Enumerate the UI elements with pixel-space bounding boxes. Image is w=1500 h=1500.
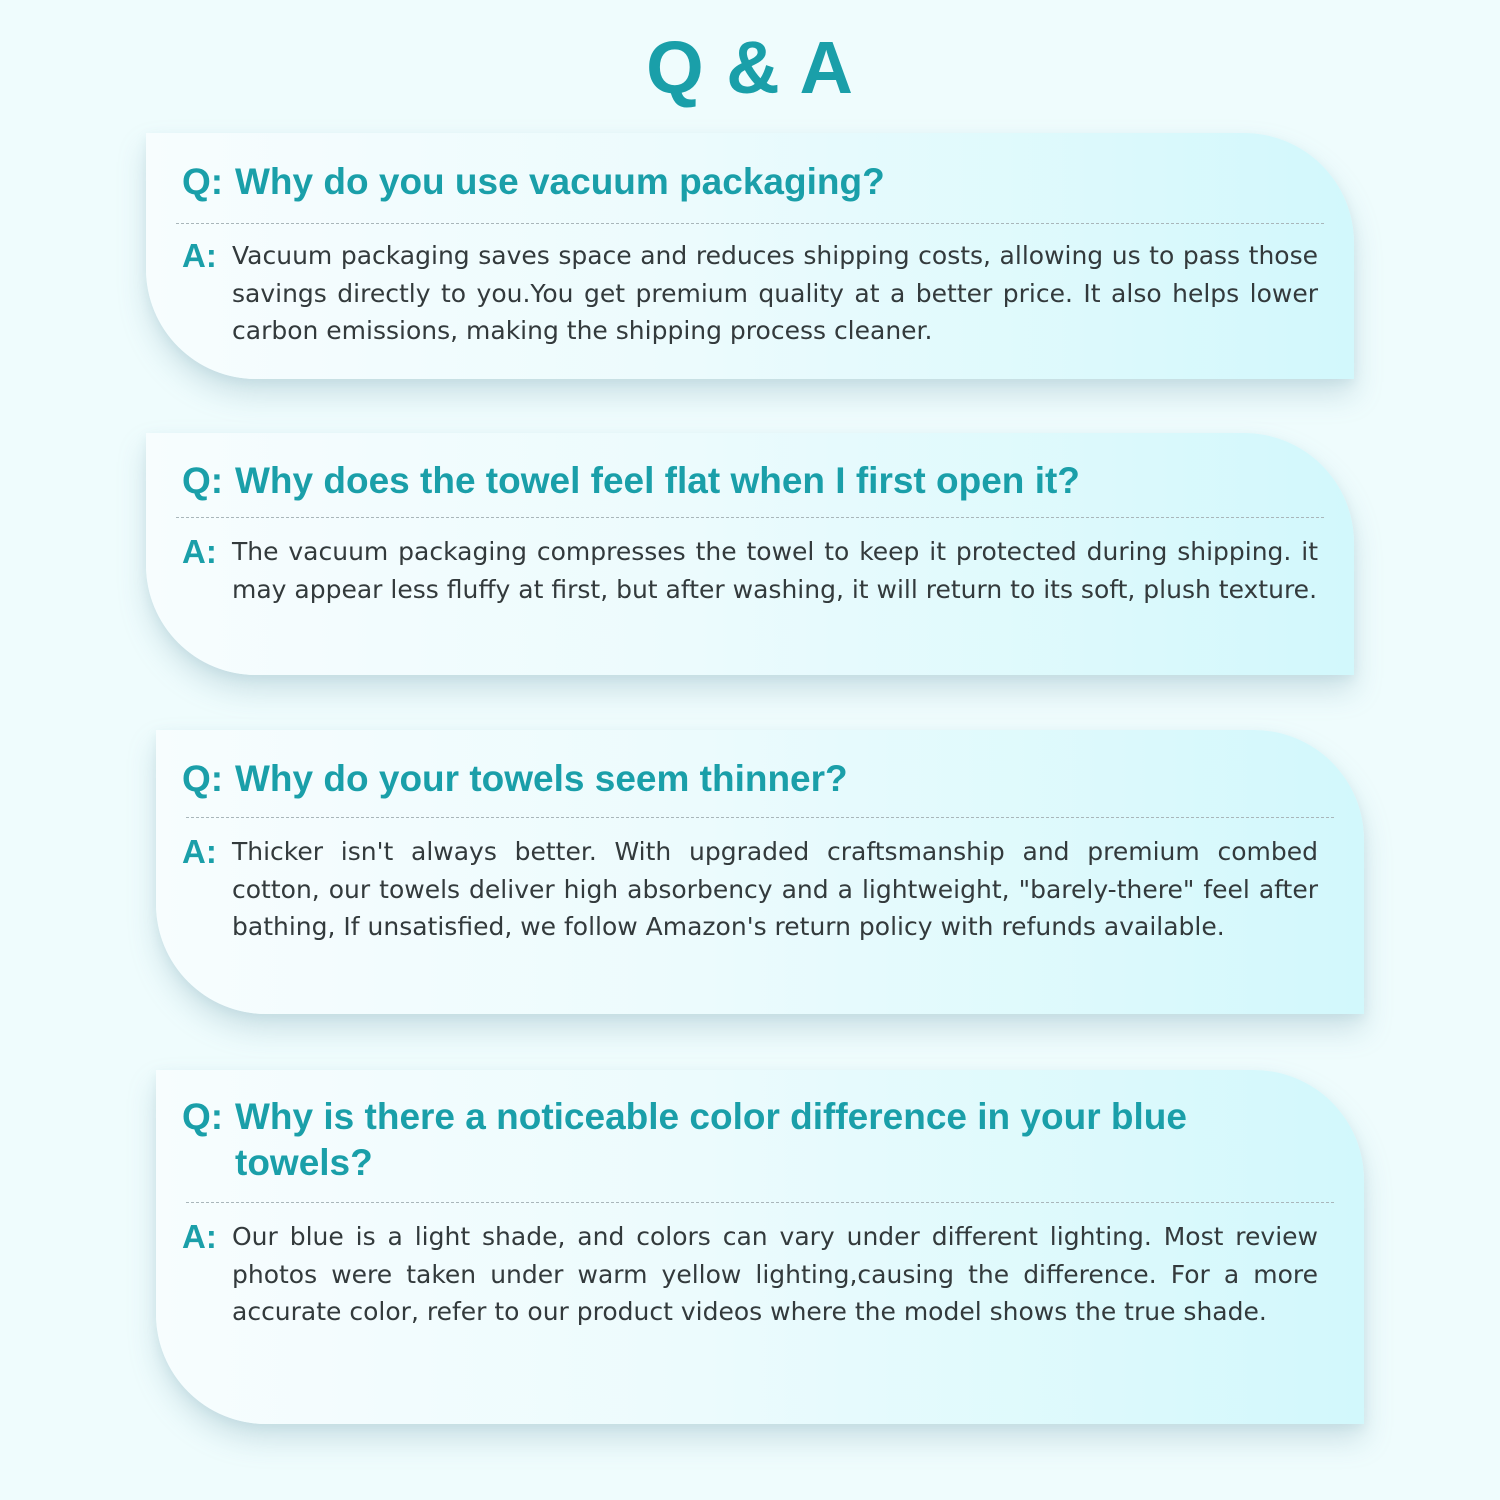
- answer-prefix: A:: [182, 237, 217, 274]
- question-prefix: Q:: [182, 460, 224, 501]
- faq-card-towel-flat: [146, 433, 1354, 675]
- faq-question-row: [182, 756, 1294, 802]
- question-prefix: Q:: [182, 758, 224, 799]
- question-prefix: Q:: [182, 1096, 224, 1137]
- faq-answer-row: [182, 833, 1318, 946]
- dashed-divider: [176, 517, 1324, 518]
- faq-question: Why do your towels seem thinner?: [235, 758, 848, 799]
- faq-answer: Thicker isn't always better. With upgraded craftsmanship and premium combed cotton, our towels deliver high absorbency and a lightweight, "barely-there" feel after bathing, If unsatisfied, we follow Amazon's return policy with refunds available.: [232, 837, 1318, 941]
- answer-prefix: A:: [182, 533, 217, 570]
- answer-prefix: A:: [182, 1218, 217, 1255]
- faq-answer-row: [182, 237, 1318, 350]
- faq-question: Why does the towel feel flat when I first open it?: [235, 460, 1080, 501]
- faq-question-row: [182, 458, 1284, 504]
- faq-answer-row: [182, 1218, 1318, 1331]
- faq-card-color-difference: [156, 1070, 1364, 1424]
- page-title: Q & A: [646, 26, 854, 109]
- faq-question: Why do you use vacuum packaging?: [235, 161, 885, 202]
- dashed-divider: [186, 817, 1334, 818]
- dashed-divider: [186, 1202, 1334, 1203]
- question-prefix: Q:: [182, 161, 224, 202]
- faq-card-towels-thinner: [156, 730, 1364, 1014]
- answer-prefix: A:: [182, 833, 217, 870]
- faq-card-vacuum-packaging: [146, 133, 1354, 379]
- faq-question-row: [182, 159, 1284, 205]
- faq-answer-row: [182, 533, 1318, 608]
- faq-answer: Our blue is a light shade, and colors can vary under different lighting. Most review photos were taken under warm yellow lighting,causing the difference. For a more accurate color, refer to our product videos where the model shows the true shade.: [232, 1222, 1318, 1326]
- faq-answer: Vacuum packaging saves space and reduces shipping costs, allowing us to pass those savings directly to you.You get premium quality at a better price. It also helps lower carbon emissions, making the shipping process cleaner.: [232, 241, 1318, 345]
- faq-question-row: [182, 1094, 1214, 1186]
- faq-answer: The vacuum packaging compresses the towel to keep it protected during shipping. it may appear less fluffy at first, but after washing, it will return to its soft, plush texture.: [232, 537, 1318, 604]
- dashed-divider: [176, 223, 1324, 224]
- faq-question: Why is there a noticeable color difference in your blue towels?: [235, 1096, 1187, 1183]
